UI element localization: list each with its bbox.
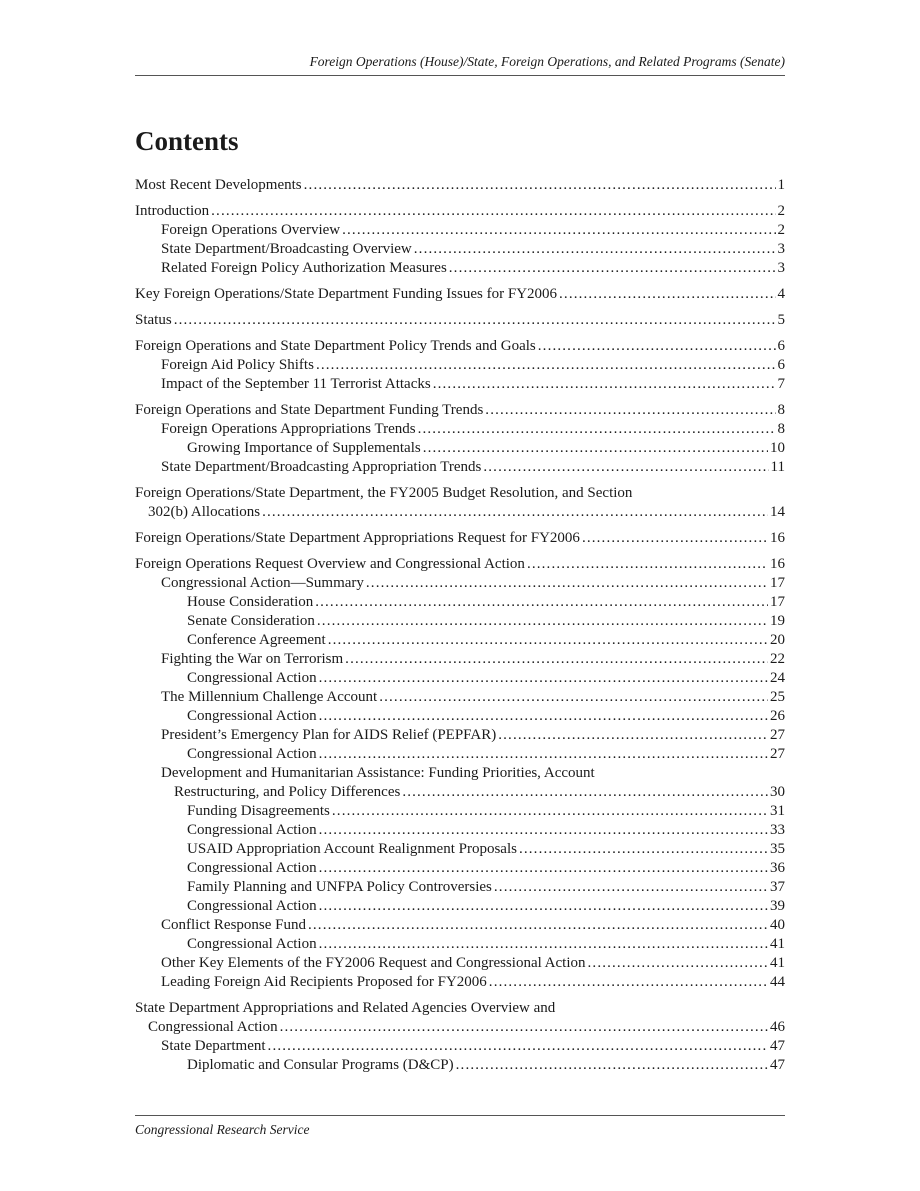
toc-entry[interactable] [135,240,785,259]
toc-page-number: 6 [777,357,785,373]
toc-entry[interactable] [135,401,785,420]
toc-entry-label: Foreign Aid Policy Shifts [161,357,314,373]
dot-leader [494,878,768,897]
toc-entry-label: State Department Appropriations and Related Agencies Overview and [135,1000,556,1016]
toc-entry-label: State Department [161,1038,266,1054]
toc-entry[interactable] [135,878,785,897]
toc-entry-label: Foreign Operations/State Department, the FY2005 Budget Resolution, and Section [135,485,633,501]
toc-page-number: 47 [770,1038,785,1054]
toc-entry-label: Congressional Action [148,1019,278,1035]
toc-entry[interactable] [135,259,785,278]
toc-entry[interactable] [135,574,785,593]
toc-entry-label: Congressional Action [187,708,317,724]
toc-entry-label: Congressional Action [187,860,317,876]
toc-entry[interactable] [135,458,785,477]
toc-entry-label: Leading Foreign Aid Recipients Proposed for FY2006 [161,974,487,990]
dot-leader [280,1018,768,1037]
toc-page-number: 16 [770,530,785,546]
toc-entry-label: State Department/Broadcasting Appropriation Trends [161,459,482,475]
toc-page-number: 26 [770,708,785,724]
toc-entry[interactable] [135,593,785,612]
toc-entry[interactable] [135,1037,785,1056]
dot-leader [317,612,768,631]
toc-entry[interactable] [135,859,785,878]
toc-page-number: 46 [770,1019,785,1035]
toc-entry-label: Fighting the War on Terrorism [161,651,344,667]
toc-entry-label: House Consideration [187,594,314,610]
dot-leader [366,574,768,593]
dot-leader [319,745,768,764]
toc-entry[interactable] [135,707,785,726]
toc-entry-label: Congressional Action [187,670,317,686]
toc-page-number: 35 [770,841,785,857]
toc-entry[interactable] [135,529,785,548]
toc-entry[interactable] [135,669,785,688]
toc-page-number: 8 [777,421,785,437]
toc-page-number: 5 [777,312,785,328]
toc-entry[interactable] [135,1056,785,1075]
dot-leader [332,802,768,821]
dot-leader [489,973,768,992]
toc-entry[interactable] [135,821,785,840]
toc-entry[interactable] [135,439,785,458]
toc-entry-label: Foreign Operations and State Department Policy Trends and Goals [135,338,536,354]
dot-leader [582,529,768,548]
dot-leader [456,1056,768,1075]
toc-entry[interactable] [135,802,785,821]
dot-leader [319,935,768,954]
toc-entry-label: Foreign Operations and State Department Funding Trends [135,402,484,418]
toc-entry[interactable] [135,311,785,330]
toc-entry-label: Congressional Action [187,898,317,914]
dot-leader [174,311,776,330]
toc-entry-label: Key Foreign Operations/State Department Funding Issues for FY2006 [135,286,558,302]
toc-entry[interactable] [135,176,785,195]
toc-page-number: 20 [770,632,785,648]
toc-page-number: 27 [770,727,785,743]
dot-leader [345,650,768,669]
toc-page-number: 11 [770,459,785,475]
dot-leader [342,221,775,240]
toc-page-number: 2 [777,203,785,219]
toc-entry-multiline[interactable] [135,999,785,1037]
page-title: Contents [135,126,239,156]
toc-entry-label: State Department/Broadcasting Overview [161,241,412,257]
toc-page-number: 41 [770,955,785,971]
toc-entry-multiline[interactable] [135,484,785,522]
toc-page-number: 3 [777,260,785,276]
toc-entry-label: Growing Importance of Supplementals [187,440,421,456]
table-of-contents [135,176,785,1075]
dot-leader [418,420,776,439]
toc-page-number: 17 [770,594,785,610]
toc-page-number: 14 [770,504,785,520]
toc-entry[interactable] [135,688,785,707]
dot-leader [328,631,768,650]
toc-entry-label: Senate Consideration [187,613,315,629]
dot-leader [308,916,768,935]
toc-entry[interactable] [135,650,785,669]
dot-leader [538,337,776,356]
dot-leader [519,840,768,859]
toc-entry[interactable] [135,503,785,522]
toc-entry[interactable] [135,631,785,650]
toc-page-number: 36 [770,860,785,876]
dot-leader [402,783,768,802]
toc-entry-label: Conflict Response Fund [161,917,306,933]
dot-leader [319,669,768,688]
toc-entry-label: Funding Disagreements [187,803,330,819]
toc-entry-label: 302(b) Allocations [148,504,261,520]
toc-page-number: 44 [770,974,785,990]
footer-divider [135,1115,785,1116]
toc-entry[interactable] [161,783,785,802]
toc-entry[interactable] [135,973,785,992]
toc-entry-label: Congressional Action [187,746,317,762]
dot-leader [423,439,768,458]
dot-leader [211,202,775,221]
dot-leader [483,458,768,477]
toc-page-number: 4 [777,286,785,302]
toc-entry-label: USAID Appropriation Account Realignment Proposals [187,841,517,857]
toc-entry[interactable] [135,356,785,375]
toc-page-number: 41 [770,936,785,952]
toc-page-number: 8 [777,402,785,418]
toc-entry[interactable] [135,285,785,304]
toc-entry[interactable] [135,375,785,394]
dot-leader [304,176,776,195]
toc-entry-label: Foreign Operations Appropriations Trends [161,421,416,437]
toc-entry-label: Development and Humanitarian Assistance: Funding Priorities, Account [161,765,595,781]
toc-page-number: 37 [770,879,785,895]
dot-leader [433,375,776,394]
dot-leader [527,555,768,574]
running-header: Foreign Operations (House)/State, Foreign Operations, and Related Programs (Senate) [309,54,785,69]
toc-entry-label: Family Planning and UNFPA Policy Controversies [187,879,492,895]
toc-page-number: 33 [770,822,785,838]
toc-page-number: 10 [770,440,785,456]
toc-entry-label: Restructuring, and Policy Differences [174,784,401,800]
toc-entry-label: Congressional Action [187,822,317,838]
toc-entry-label: The Millennium Challenge Account [161,689,378,705]
toc-entry[interactable] [135,745,785,764]
toc-entry[interactable] [135,337,785,356]
toc-page-number: 25 [770,689,785,705]
toc-page-number: 39 [770,898,785,914]
dot-leader [379,688,768,707]
toc-entry-label: Congressional Action [187,936,317,952]
toc-entry-label: Foreign Operations Request Overview and Congressional Action [135,556,525,572]
toc-page-number: 16 [770,556,785,572]
dot-leader [498,726,768,745]
toc-page-number: 19 [770,613,785,629]
dot-leader [315,593,768,612]
toc-page-number: 47 [770,1057,785,1073]
toc-page-number: 30 [770,784,785,800]
toc-entry-label: Impact of the September 11 Terrorist Attacks [161,376,431,392]
toc-page-number: 7 [777,376,785,392]
toc-page-number: 3 [777,241,785,257]
toc-entry-label: Introduction [135,203,210,219]
toc-entry-label: President’s Emergency Plan for AIDS Relief (PEPFAR) [161,727,497,743]
toc-entry[interactable] [135,726,785,745]
toc-entry[interactable] [135,840,785,859]
toc-entry-label: Diplomatic and Consular Programs (D&CP) [187,1057,454,1073]
toc-page-number: 24 [770,670,785,686]
toc-entry[interactable] [135,935,785,954]
toc-entry-multiline[interactable] [135,764,785,802]
toc-entry-label: Conference Agreement [187,632,326,648]
dot-leader [588,954,768,973]
dot-leader [268,1037,768,1056]
toc-entry[interactable] [135,420,785,439]
dot-leader [319,897,768,916]
dot-leader [319,821,768,840]
toc-page-number: 27 [770,746,785,762]
toc-page-number: 1 [777,177,785,193]
dot-leader [262,503,768,522]
toc-entry-label: Other Key Elements of the FY2006 Request and Congressional Action [161,955,586,971]
toc-entry[interactable] [135,612,785,631]
toc-entry-label: Most Recent Developments [135,177,302,193]
dot-leader [316,356,776,375]
toc-entry[interactable] [135,202,785,221]
toc-page-number: 40 [770,917,785,933]
footer-source: Congressional Research Service [135,1122,310,1137]
dot-leader [319,859,768,878]
dot-leader [449,259,776,278]
dot-leader [319,707,768,726]
toc-page-number: 31 [770,803,785,819]
toc-entry-label: Status [135,312,172,328]
toc-entry[interactable] [135,916,785,935]
header-divider [135,75,785,76]
toc-entry[interactable] [135,1018,785,1037]
toc-page-number: 17 [770,575,785,591]
toc-entry[interactable] [135,555,785,574]
toc-page-number: 6 [777,338,785,354]
toc-entry-label: Congressional Action—Summary [161,575,364,591]
toc-entry-label: Foreign Operations Overview [161,222,341,238]
dot-leader [485,401,775,420]
toc-entry-label: Related Foreign Policy Authorization Measures [161,260,447,276]
toc-page-number: 22 [770,651,785,667]
toc-entry[interactable] [135,221,785,240]
toc-entry[interactable] [135,897,785,916]
dot-leader [559,285,775,304]
toc-entry-label: Foreign Operations/State Department Appropriations Request for FY2006 [135,530,580,546]
toc-page-number: 2 [777,222,785,238]
dot-leader [414,240,776,259]
toc-entry[interactable] [135,954,785,973]
